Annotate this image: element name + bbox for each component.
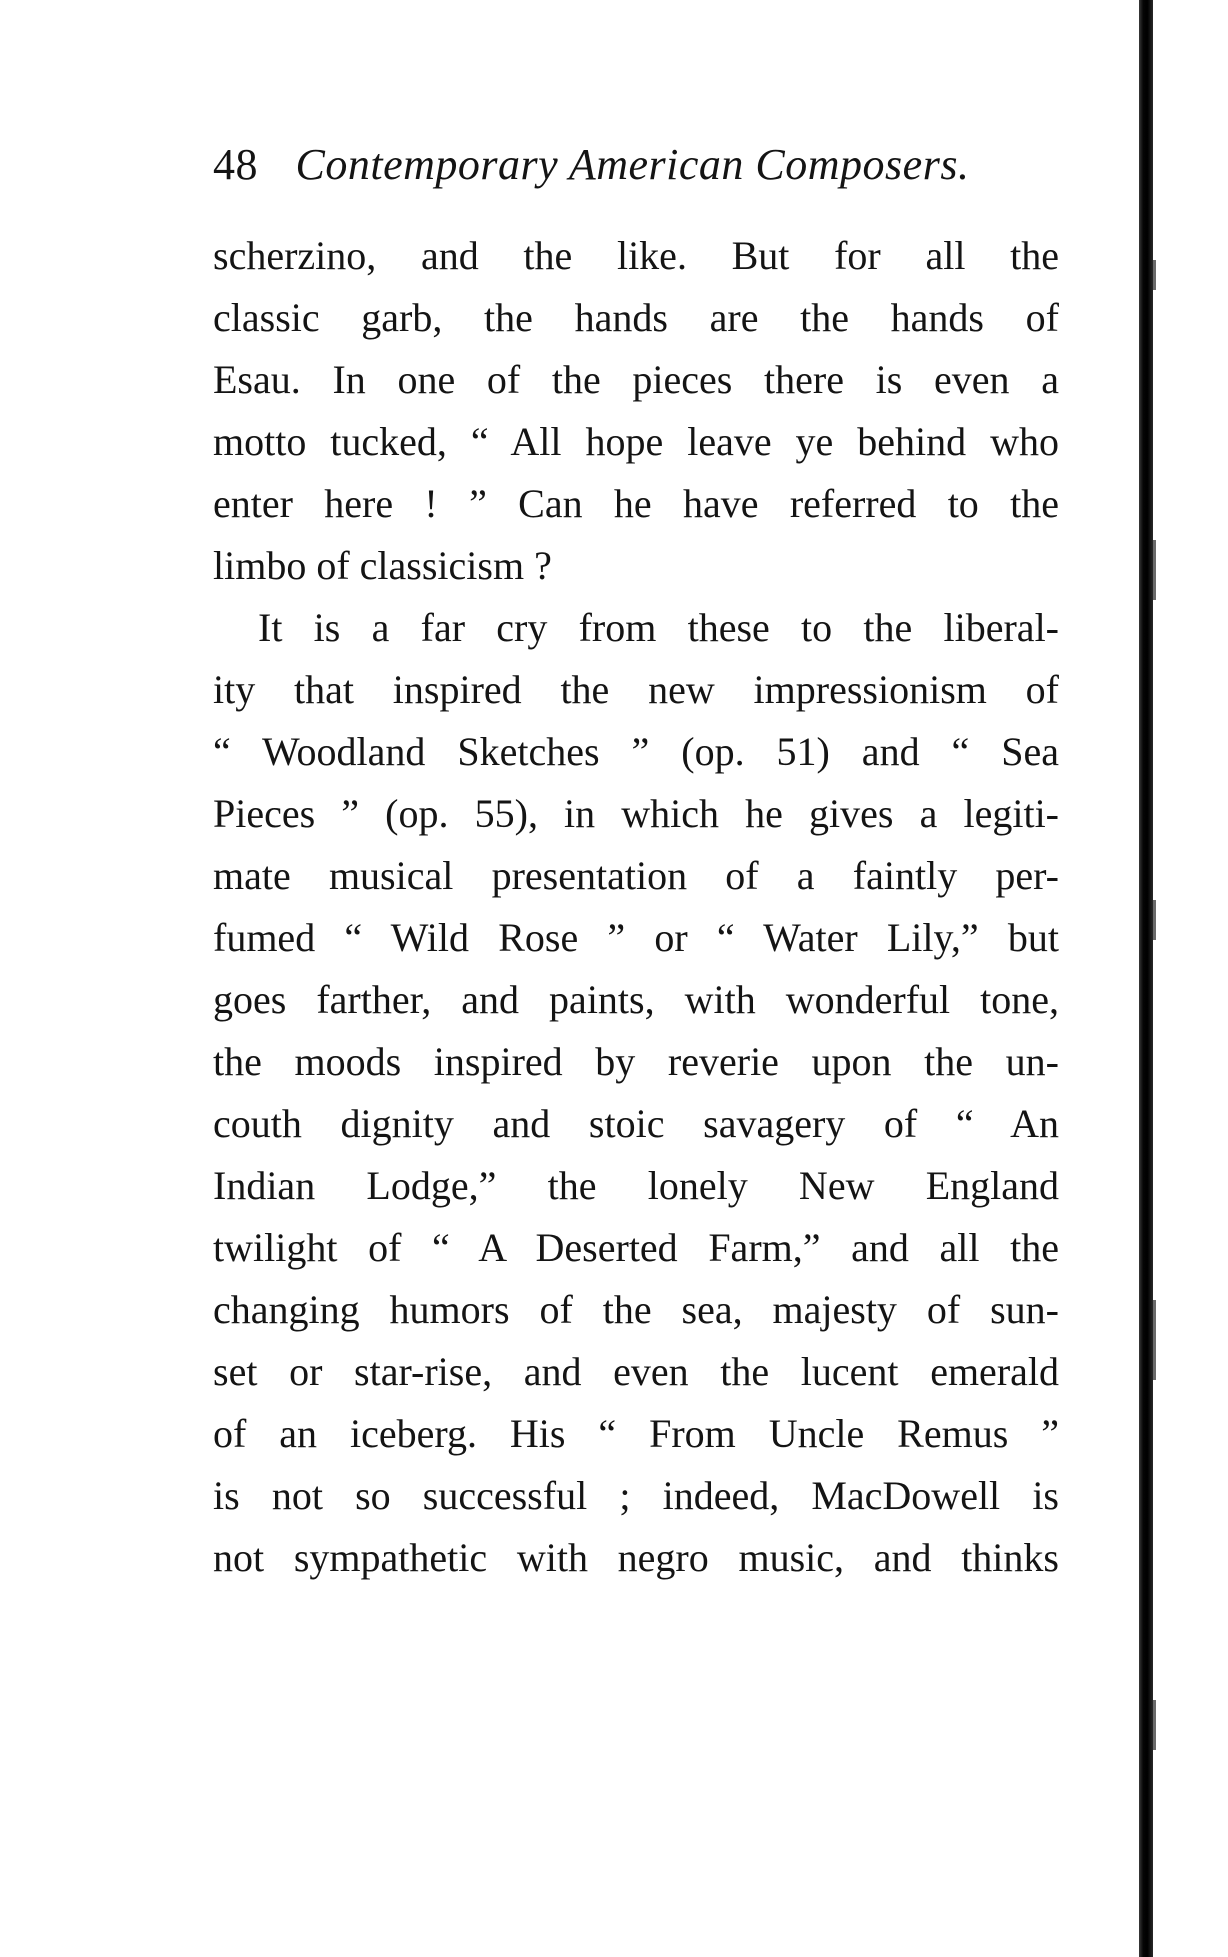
body-text (213, 225, 1059, 1589)
text-line: mate musical presentation of a faintly per- (213, 853, 1059, 898)
text-line: motto tucked, “ All hope leave ye behind who (213, 419, 1059, 464)
text-line: is not so successful ; indeed, MacDowell is (213, 1473, 1059, 1518)
text-line: set or star-rise, and even the lucent emerald (213, 1349, 1059, 1394)
running-title: Contemporary American Composers. (295, 140, 970, 189)
text-line: the moods inspired by reverie upon the un- (213, 1039, 1059, 1084)
text-line: Indian Lodge,” the lonely New England (213, 1163, 1059, 1208)
page-number: 48 (213, 140, 258, 189)
paragraph-start-line: It is a far cry from these to the liberal- (258, 605, 1059, 650)
binding-speck (1153, 900, 1156, 940)
text-line: scherzino, and the like. But for all the (213, 233, 1059, 278)
running-head (213, 140, 969, 190)
text-line: twilight of “ A Deserted Farm,” and all the (213, 1225, 1059, 1270)
text-line: goes farther, and paints, with wonderful tone, (213, 977, 1059, 1022)
text-line: ity that inspired the new impressionism of (213, 667, 1059, 712)
text-line: “ Woodland Sketches ” (op. 51) and “ Sea (213, 729, 1059, 774)
binding-speck (1153, 1300, 1156, 1380)
text-line: classic garb, the hands are the hands of (213, 295, 1059, 340)
text-line: limbo of classicism ? (213, 543, 552, 588)
text-line: couth dignity and stoic savagery of “ An (213, 1101, 1059, 1146)
text-line: not sympathetic with negro music, and thinks (213, 1535, 1059, 1580)
text-line: of an iceberg. His “ From Uncle Remus ” (213, 1411, 1059, 1456)
text-line: fumed “ Wild Rose ” or “ Water Lily,” but (213, 915, 1059, 960)
text-line: changing humors of the sea, majesty of sun- (213, 1287, 1059, 1332)
binding-speck (1153, 260, 1156, 290)
page-binding-edge (1139, 0, 1153, 1957)
text-line: enter here ! ” Can he have referred to the (213, 481, 1059, 526)
binding-speck (1153, 1700, 1156, 1750)
text-line: Pieces ” (op. 55), in which he gives a legiti- (213, 791, 1059, 836)
text-line: Esau. In one of the pieces there is even a (213, 357, 1059, 402)
binding-speck (1153, 540, 1156, 600)
